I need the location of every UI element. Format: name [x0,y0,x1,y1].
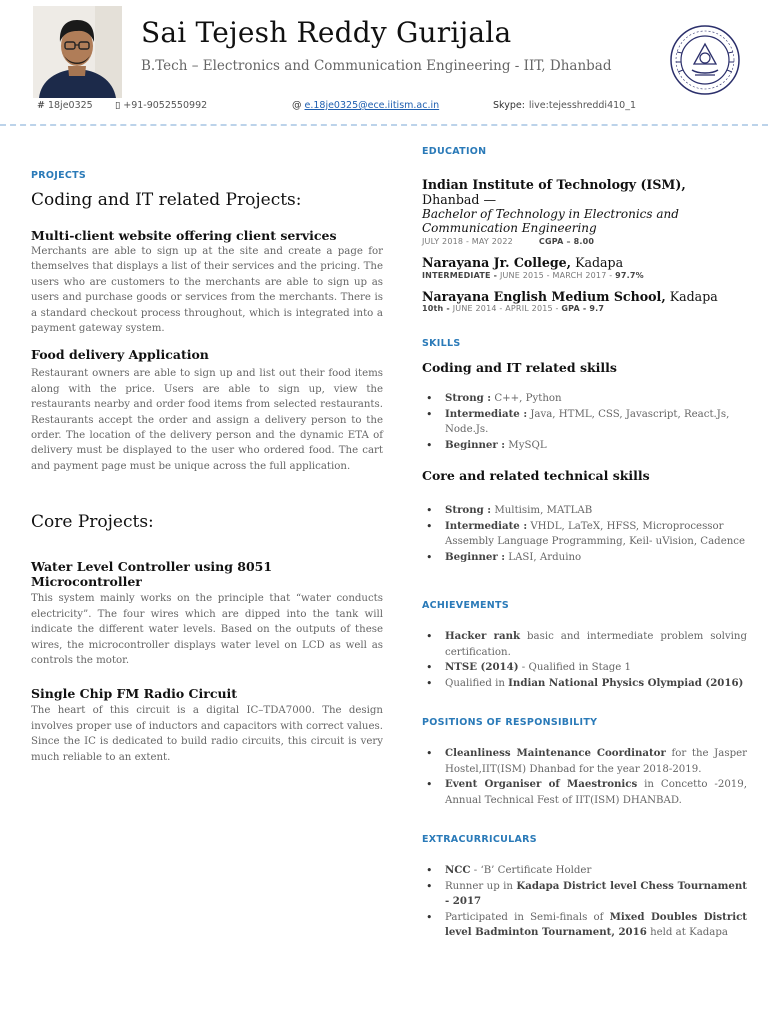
education-meta: INTERMEDIATE - JUNE 2015 - MARCH 2017 - 97.7% [422,271,644,280]
extracurricular-item: • NCC - ‘B’ Certificate Holder [422,863,747,879]
section-heading-projects: PROJECTS [31,170,87,181]
extracurricular-item: • Runner up in Kadapa District level Chess Tournament - 2017 [422,879,747,910]
education-institution: Indian Institute of Technology (ISM), Dhanbad — [422,177,686,207]
project-title: Food delivery Application [31,347,209,363]
education-institution: Narayana English Medium School, Kadapa [422,289,718,304]
project-title: Water Level Controller using 8051 Microcontroller [31,559,273,590]
at-icon: @ [292,100,302,111]
section-heading-skills: SKILLS [422,338,461,349]
email-address [292,100,439,111]
extracurricular-item: • Participated in Semi-finals of Mixed Doubles District level Badminton Tournament, 2016 held at Kadapa [422,910,747,941]
skill-item: • Beginner : LASI, Arduino [422,550,747,566]
project-item [31,559,383,668]
achievements-list [422,629,747,691]
project-description: The heart of this circuit is a digital IC–TDA7000. The design involves proper use of inductors and capacitors with correct values. Since the IC is dedicated to build radio circuits, this circuit is very much reliable to an extent. [31,705,383,763]
skype-label: Skype: [493,100,525,111]
skill-item: • Beginner : MySQL [422,438,747,454]
achievement-item: • Hacker rank basic and intermediate problem solving certification. [422,629,747,660]
position-item: • Event Organiser of Maestronics in Concetto -2019, Annual Technical Fest of IIT(ISM) DHANBAD. [422,777,747,808]
project-description: Restaurant owners are able to sign up and list out their food items along with the price. Users are able to sign up, view the restaurants nearby and order food items from selected restaurants. Restaurants accept the order and assign a delivery person to the order. The location of the delivery person and the dynamic ETA of delivery must be displayed to the user who ordered food. The cart and payment page must be unique across the full application. [31,368,383,472]
project-title: Single Chip FM Radio Circuit [31,686,238,702]
extracurriculars-list [422,863,747,941]
phone-number: ▯ +91-9052550992 [115,100,208,111]
roll-number: # 18je0325 [37,100,93,111]
section-heading-education: EDUCATION [422,146,487,157]
degree-subtitle: B.Tech – Electronics and Communication Engineering - IIT, Dhanbad [141,58,612,74]
project-title: Multi-client website offering client services [31,228,337,243]
skill-item: • Strong : Multisim, MATLAB [422,503,747,519]
education-meta: JULY 2018 - MAY 2022 CGPA – 8.00 [422,237,595,246]
achievement-item: • NTSE (2014) - Qualified in Stage 1 [422,660,747,676]
section-heading-extracurriculars: EXTRACURRICULARS [422,834,537,845]
skill-item: • Intermediate : VHDL, LaTeX, HFSS, Microprocessor Assembly Language Programming, Keil- uVision, Cadence [422,519,747,550]
project-description: This system mainly works on the principle that “water conducts electricity”. The four wires which are dipped into the tank will indicate the different water levels. Based on the outputs of these wires, the microcontroller displays water level on LCD as well as controls the motor. [31,593,383,666]
email-link[interactable]: e.18je0325@ece.iitism.ac.in [304,100,440,111]
it-projects-title: Coding and IT related Projects: [31,190,302,210]
skype-handle: Skype: live:tejesshreddi410_1 [493,100,636,111]
project-item [31,347,383,474]
section-heading-achievements: ACHIEVEMENTS [422,600,509,611]
candidate-name: Sai Tejesh Reddy Gurijala [141,16,512,49]
header-divider [0,124,768,126]
iit-ism-logo [668,22,742,98]
skill-item: • Intermediate : Java, HTML, CSS, Javascript, React.Js, Node.Js. [422,407,747,438]
skill-item: • Strong : C++, Python [422,391,747,407]
projects-section [31,170,383,765]
education-degree: Bachelor of Technology in Electronics and Communication Engineering [422,207,679,235]
positions-list [422,746,747,808]
education-entry [422,289,747,313]
education-institution: Narayana Jr. College, Kadapa [422,255,624,270]
sidebar-column [422,146,747,941]
mobile-phone-icon: ▯ [115,100,121,111]
project-description: Merchants are able to sign up at the site and create a page for themselves that displays a list of their services and the pricing. The users who are customers to the merchants are able to sign up as users and purchase goods or services from the merchants. There is a standard checkout process throughout, which is integrated into a payment gateway system. [31,246,383,335]
profile-photo [33,6,122,98]
project-item [31,686,383,765]
skills-group-title: Coding and IT related skills [422,360,617,375]
education-meta: 10th - JUNE 2014 - APRIL 2015 - GPA - 9.7 [422,304,605,313]
education-entry [422,177,747,246]
achievement-item: • Qualified in Indian National Physics Olympiad (2016) [422,676,747,692]
education-entry [422,255,747,280]
skills-list [422,503,747,565]
project-item [31,228,383,336]
hash-icon: # [37,100,45,111]
skills-list [422,391,747,453]
section-heading-positions: POSITIONS OF RESPONSIBILITY [422,717,598,728]
position-item: • Cleanliness Maintenance Coordinator for the Jasper Hostel,IIT(ISM) Dhanbad for the year 2018-2019. [422,746,747,777]
core-projects-title: Core Projects: [31,512,154,533]
skills-group-title: Core and related technical skills [422,468,650,483]
